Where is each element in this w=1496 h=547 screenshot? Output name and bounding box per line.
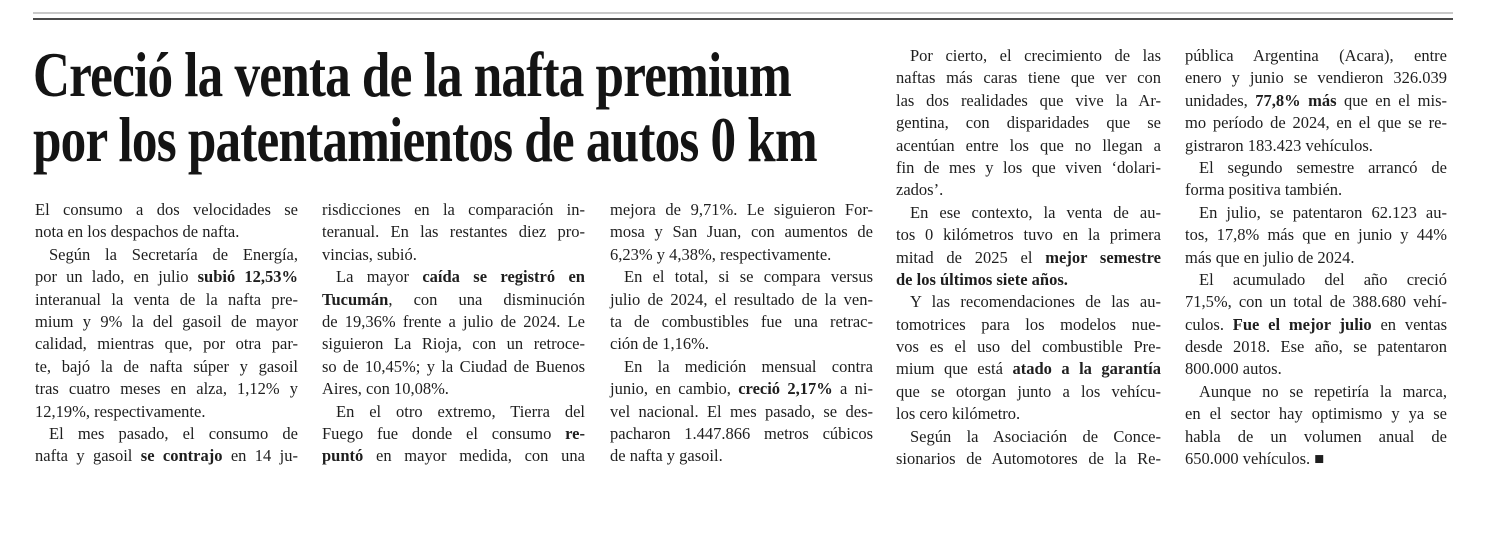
article-text-segment: forma positiva también. [1185,180,1343,200]
article-text-segment: junio, en cambio, [610,379,739,399]
article-line [1185,314,1447,336]
article-text-segment: El consumo a dos velocidades se [35,200,298,219]
article-bold-text: 77,8% más [1255,90,1337,110]
article-text-segment: La mayor [336,267,423,287]
article-text-segment: por un lado, en julio [35,267,198,287]
article-text-segment: los cero kilómetro. [896,404,1021,424]
article-column-1 [35,199,298,468]
article-text-segment: ción de 1,16%. [610,334,709,354]
article-headline [33,39,817,175]
article-bold-text: de los últimos siete años. [896,269,1068,289]
article-line [35,199,298,221]
article-text-segment: Aires, con 10,08%. [322,379,449,399]
article-line [322,311,585,333]
article-line [322,356,585,378]
article-line [1185,224,1447,246]
article-line [896,269,1161,291]
article-line [610,311,873,333]
article-line [1185,426,1447,448]
article-line [322,333,585,355]
article-line [896,247,1161,269]
article-bold-text: mejor semestre [1045,247,1161,267]
article-line [1185,448,1447,470]
article-text-segment: 800.000 autos. [1185,359,1282,379]
article-bold-text: caída se registró en [422,267,585,287]
article-line [896,336,1161,358]
article-text-segment: En el otro extremo, Tierra del [336,401,585,421]
article-line [35,401,298,423]
article-column-5 [1185,45,1447,470]
article-line [896,426,1161,448]
article-text-segment: mejora de 9,71%. Le siguieron For- [610,200,873,219]
article-line [610,244,873,266]
article-text-segment: risdicciones en la comparación in- [322,200,585,219]
article-line [1185,358,1447,380]
article-text-segment: habla de un volumen anual de [1185,426,1447,446]
article-text-segment: que en el mis- [1336,90,1448,110]
article-column-4 [896,45,1161,470]
article-text-segment: tos 0 kilómetros tuvo en la primera [896,225,1161,245]
article-text-segment: teranual. En las restantes diez pro- [322,222,585,242]
article-text-segment: ta de combustibles fue una retrac- [610,311,873,331]
article-line [1185,336,1447,358]
article-text-segment: El mes pasado, el consumo de [49,423,298,443]
article-text-segment: las dos realidades que vive la Ar- [896,90,1161,110]
article-line [35,333,298,355]
article-text-segment: tos, 17,8% más que en junio y 44% [1185,225,1447,245]
article-text-segment: más que en julio de 2024. [1185,247,1355,267]
article-line [610,356,873,378]
headline-line-2: por los patentamientos de autos 0 km [33,104,817,175]
article-line [610,378,873,400]
article-line [1185,381,1447,403]
article-line [1185,157,1447,179]
article-text-segment: vos es el uso del combustible Pre- [896,337,1161,357]
article-text-segment: julio de 2024, el resultado de la ven- [610,289,873,309]
article-text-segment: naftas más caras tiene que ver con [896,68,1161,88]
article-text-segment: gistraron 183.423 vehículos. [1185,135,1373,155]
article-text-segment: en ventas [1371,314,1447,334]
article-text-segment: En la medición mensual contra [624,356,873,376]
article-text-segment: Según la Asociación de Conce- [910,426,1161,446]
article-text-segment: unidades, [1185,90,1256,110]
article-bold-text: Fue el mejor julio [1232,314,1372,334]
article-line [896,358,1161,380]
article-line [896,403,1161,425]
article-line [896,291,1161,313]
article-line [1185,247,1447,269]
article-line [610,266,873,288]
article-line [35,445,298,467]
article-bold-text: se contrajo [140,446,223,466]
article-end-marker-icon: ■ [1314,449,1325,469]
article-text-segment: que se otorgan junto a los vehícu- [896,381,1161,401]
article-line [1185,112,1447,134]
article-line [35,356,298,378]
article-text-segment: En el total, si se compara versus [624,267,873,287]
article-line [35,311,298,333]
article-line [610,423,873,445]
top-rule-light [33,12,1453,14]
article-line [610,333,873,355]
article-text-segment: En ese contexto, la venta de au- [910,202,1161,222]
article-line [896,448,1161,470]
article-line [610,221,873,243]
article-text-segment: nota en los despachos de nafta. [35,222,240,242]
article-text-segment: mitad de 2025 el [896,247,1046,267]
article-line [896,45,1161,67]
article-text-segment: calidad, mientras que, por otra par- [35,334,298,354]
article-text-segment: 12,19%, respectivamente. [35,401,206,421]
article-line [610,445,873,467]
article-text-segment: 650.000 vehículos. [1185,449,1315,469]
article-text-segment: 6,23% y 4,38%, respectivamente. [610,244,832,264]
article-line [322,289,585,311]
article-line [322,266,585,288]
article-text-segment: de nafta y gasoil. [610,446,723,466]
article-text-segment: vel nacional. El mes pasado, se des- [610,401,873,421]
article-line [1185,135,1447,157]
article-column-3 [610,199,873,468]
article-line [1185,202,1447,224]
article-line [1185,269,1447,291]
top-rule-dark [33,18,1453,20]
article-line [35,221,298,243]
article-text-segment: interanual la venta de la nafta pre- [35,289,298,309]
article-text-segment: acentúan entre los que no llegan a [896,135,1161,155]
article-bold-text: atado a la garantía [1012,359,1161,379]
article-text-segment: pública Argentina (Acara), entre [1185,46,1447,65]
article-line [322,423,585,445]
article-text-segment: nafta y gasoil [35,446,141,466]
article-line [896,381,1161,403]
article-line [322,221,585,243]
article-line [35,378,298,400]
article-line [896,67,1161,89]
article-bold-text: re- [565,423,585,443]
article-text-segment: desde 2018. Ese año, se patentaron [1185,337,1447,357]
article-line [35,423,298,445]
article-line [322,378,585,400]
article-text-segment: en el sector hay optimismo y ya se [1185,404,1447,424]
article-line [35,266,298,288]
article-text-segment: Y las recomendaciones de las au- [910,292,1161,312]
article-line [896,314,1161,336]
article-text-segment: pacharon 1.447.866 metros cúbicos [610,423,873,443]
article-line [610,199,873,221]
article-line [1185,291,1447,313]
article-line [35,289,298,311]
article-text-segment: En julio, se patentaron 62.123 au- [1199,202,1447,222]
article-text-segment: siguieron La Rioja, con un retroce- [322,334,585,354]
article-text-segment: te, bajó la de nafta súper y gasoil [35,356,298,376]
article-text-segment: , con una disminución [388,289,585,309]
article-text-segment: enero y junio se vendieron 326.039 [1185,68,1447,88]
article-line [1185,67,1447,89]
article-text-segment: Según la Secretaría de Energía, [49,244,298,264]
article-line [896,224,1161,246]
article-line [896,90,1161,112]
article-line [896,202,1161,224]
article-line [1185,90,1447,112]
article-text-segment: culos. [1185,314,1233,334]
article-line [896,112,1161,134]
article-line [896,135,1161,157]
article-line [1185,45,1447,67]
article-text-segment: Aunque no se repetiría la marca, [1199,381,1447,401]
article-line [896,157,1161,179]
article-text-segment: mosa y San Juan, con aumentos de [610,222,873,242]
article-text-segment: a ni- [832,379,873,399]
article-text-segment: Por cierto, el crecimiento de las [910,46,1161,65]
article-text-segment: mo período de 2024, en el que se re- [1185,113,1447,133]
article-text-segment: zados’. [896,180,944,200]
article-text-segment: 71,5%, con un total de 388.680 vehí- [1185,292,1447,312]
article-line [322,199,585,221]
article-text-segment: fin de mes y los que viven ‘dolari- [896,157,1161,177]
article-line [896,179,1161,201]
article-text-segment: mium y 9% la del gasoil de mayor [35,311,298,331]
article-text-segment: en mayor medida, con una [363,446,585,466]
article-text-segment: de 19,36% frente a julio de 2024. Le [322,311,585,331]
article-line [322,401,585,423]
article-text-segment: vincias, subió. [322,244,417,264]
article-text-segment: tras cuatro meses en alza, 1,12% y [35,379,298,399]
article-line [35,244,298,266]
article-bold-text: puntó [322,446,364,466]
article-bold-text: subió 12,53% [197,267,298,287]
article-line [1185,179,1447,201]
article-text-segment: El acumulado del año creció [1199,269,1447,289]
article-text-segment: El segundo semestre arrancó de [1199,157,1447,177]
headline-line-1: Creció la venta de la nafta premium [33,39,791,110]
article-bold-text: Tucumán [322,289,389,309]
article-text-segment: gentina, con disparidades que se [896,113,1161,133]
article-text-segment: en 14 ju- [222,446,299,466]
article-text-segment: so de 10,45%; y la Ciudad de Buenos [322,356,585,376]
article-text-segment: tomotrices para los modelos nue- [896,314,1161,334]
article-text-segment: Fuego fue donde el consumo [322,423,566,443]
article-line [322,244,585,266]
article-line [610,289,873,311]
article-column-2 [322,199,585,468]
article-bold-text: creció 2,17% [738,379,833,399]
article-text-segment: mium que está [896,359,1013,379]
article-text-segment: sionarios de Automotores de la Re- [896,449,1161,469]
article-line [1185,403,1447,425]
article-line [322,445,585,467]
article-line [610,401,873,423]
